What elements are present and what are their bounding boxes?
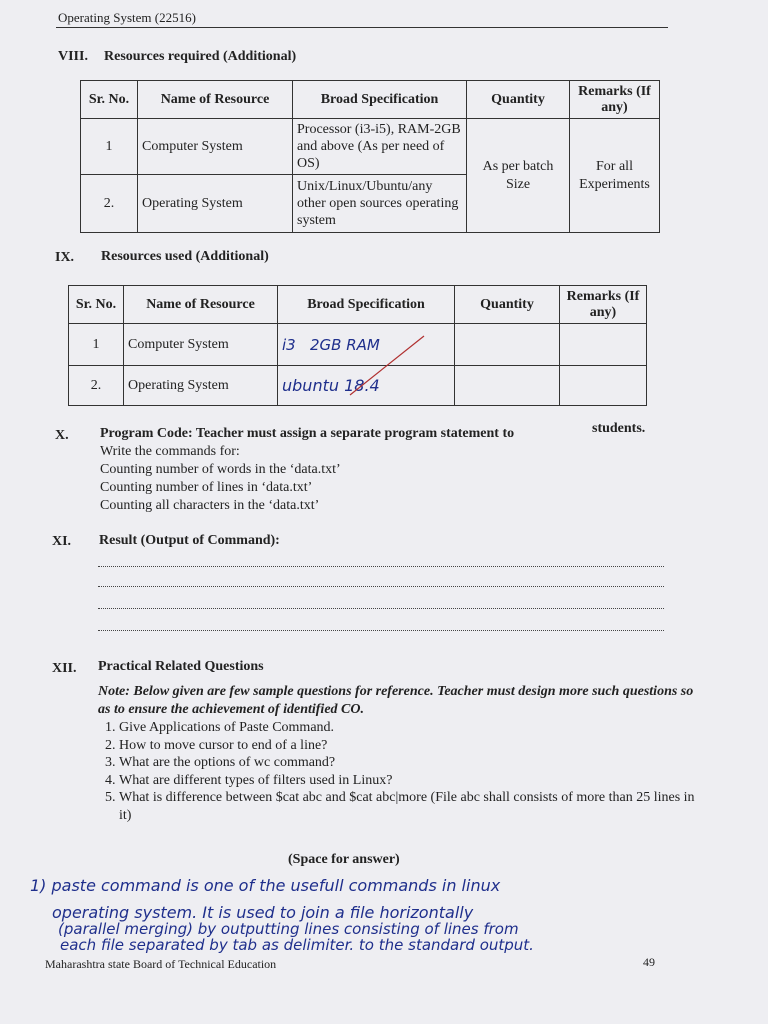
answer-dotted-line xyxy=(98,608,664,609)
handwritten-answer-line: 1) paste command is one of the usefull commands in linux xyxy=(30,876,501,895)
section-x-title: Program Code: Teacher must assign a separate program statement to xyxy=(100,426,515,441)
page-number: 49 xyxy=(643,955,655,969)
list-item: 3. What are the options of wc command? xyxy=(119,754,699,772)
answer-dotted-line xyxy=(98,630,664,631)
table-row: 2. Operating System Unix/Linux/Ubuntu/any other open sources operating system xyxy=(81,175,660,233)
table-row: 1 Computer System Processor (i3-i5), RAM-2GB and above (As per need of OS) As per batch Size For all Experiments xyxy=(81,119,660,175)
section-x-number: X. xyxy=(55,428,69,443)
handwritten-answer-line: each file separated by tab as delimiter. to the standard output. xyxy=(60,936,534,954)
section-x-lines: Write the commands for: Counting number of words in the ‘data.txt’ Counting number of lines in ‘data.txt’ Counting all characters in the ‘data.txt’ xyxy=(100,444,341,513)
section-xi-title: Result (Output of Command): xyxy=(99,533,280,548)
list-item: 5. What is difference between $cat abc and $cat abc|more (File abc shall consists of more than 25 lines in it) xyxy=(119,789,699,824)
note-text: Note: Below given are few sample questions for reference. Teacher must design more such questions so as to ensure the achievement of identified CO. xyxy=(98,684,694,717)
running-header: Operating System (22516) xyxy=(58,10,196,25)
footer-board: Maharashtra state Board of Technical Education xyxy=(45,957,277,971)
list-item: 4. What are different types of filters used in Linux? xyxy=(119,772,699,790)
col-spec: Broad Specification xyxy=(293,81,467,119)
space-for-answer-label: (Space for answer) xyxy=(288,852,400,867)
col-quantity: Quantity xyxy=(455,286,560,324)
handwritten-spec: i3 2GB RAM xyxy=(278,324,455,366)
section-ix-title: Resources used (Additional) xyxy=(101,249,269,264)
col-remarks: Remarks (If any) xyxy=(560,286,647,324)
list-item: 2. How to move cursor to end of a line? xyxy=(119,737,699,755)
col-sr: Sr. No. xyxy=(81,81,138,119)
section-viii-number: VIII. xyxy=(58,49,88,64)
table-row: 2. Operating System ubuntu 18.4 xyxy=(69,366,647,406)
col-name: Name of Resource xyxy=(124,286,278,324)
col-remarks: Remarks (If any) xyxy=(570,81,660,119)
handwritten-spec: ubuntu 18.4 xyxy=(278,366,455,406)
col-sr: Sr. No. xyxy=(69,286,124,324)
section-viii-title: Resources required (Additional) xyxy=(104,49,297,64)
answer-dotted-line xyxy=(98,586,664,587)
section-xii-number: XII. xyxy=(52,661,77,676)
section-x-title-end: students. xyxy=(592,421,646,436)
section-xi-number: XI. xyxy=(52,534,72,549)
list-item: 1. Give Applications of Paste Command. xyxy=(119,719,699,737)
table-row: 1 Computer System i3 2GB RAM xyxy=(69,324,647,366)
handwritten-answer-line: operating system. It is used to join a file horizontally xyxy=(52,903,474,922)
quantity-cell: As per batch Size xyxy=(467,119,570,233)
col-quantity: Quantity xyxy=(467,81,570,119)
answer-dotted-line xyxy=(98,566,664,567)
question-list xyxy=(92,719,699,824)
section-ix-number: IX. xyxy=(55,250,75,265)
col-spec: Broad Specification xyxy=(278,286,455,324)
col-name: Name of Resource xyxy=(138,81,293,119)
section-xii-title: Practical Related Questions xyxy=(98,659,264,674)
remarks-cell: For all Experiments xyxy=(570,119,660,233)
handwritten-answer-line: (parallel merging) by outputting lines consisting of lines from xyxy=(58,920,519,938)
